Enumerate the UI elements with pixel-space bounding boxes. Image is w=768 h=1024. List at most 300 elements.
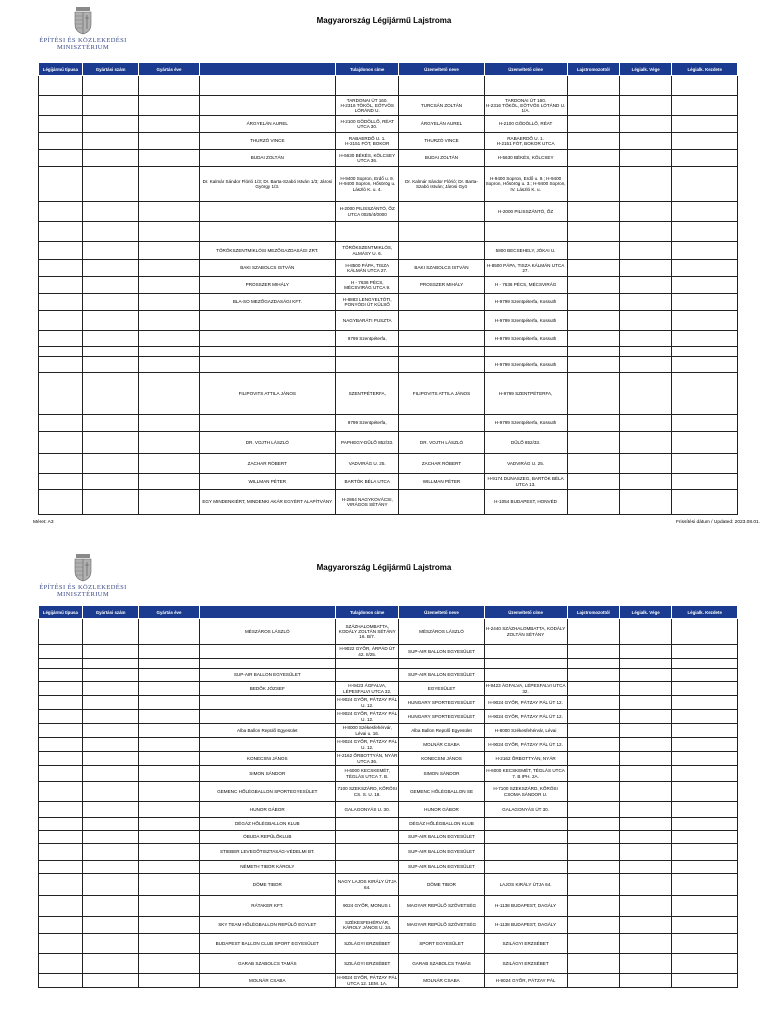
table-cell	[672, 752, 738, 766]
table-cell	[484, 76, 567, 96]
table-cell: DR. VOJTH LÁSZLÓ	[399, 432, 484, 454]
table-cell	[39, 474, 83, 490]
column-header: Gyártási szám	[82, 606, 139, 619]
table-cell	[672, 167, 738, 202]
table-cell	[139, 490, 199, 515]
table-cell	[399, 202, 484, 222]
table-cell: EGY MINDENKIÉRT, MINDENKI AKÁR EGYÉRT ALAPÍTVÁNY	[199, 490, 336, 515]
ministry-logo-line2: MINISZTÉRIUM	[56, 44, 110, 51]
table-cell: H-2162 ŐRBOTTYÁN, NYÁR	[484, 752, 567, 766]
table-row	[39, 710, 738, 724]
table-cell	[139, 766, 199, 782]
table-cell: STIEBER LEVEGŐTISZTASÁG-VÉDELMI BT.	[199, 844, 336, 861]
table-cell: PROSSZER MIHÁLY	[399, 277, 484, 294]
table-cell	[672, 645, 738, 659]
table-cell	[82, 802, 139, 818]
column-header: Tulajdonos címe	[336, 606, 399, 619]
table-cell	[39, 242, 83, 260]
table-cell	[567, 844, 619, 861]
table-cell	[567, 861, 619, 874]
table-cell	[82, 669, 139, 682]
table-cell	[567, 818, 619, 831]
table-cell: GALAGONYÁS U. 30.	[336, 802, 399, 818]
table-cell	[336, 357, 399, 373]
table-cell	[139, 752, 199, 766]
table-cell	[139, 294, 199, 311]
table-row	[39, 782, 738, 802]
table-cell: ZACHAR RÓBERT	[199, 454, 336, 474]
table-row	[39, 659, 738, 669]
table-row	[39, 874, 738, 896]
table-cell	[199, 311, 336, 331]
table-cell	[139, 818, 199, 831]
table-cell	[82, 645, 139, 659]
table-cell	[620, 934, 672, 954]
table-cell	[672, 659, 738, 669]
table-cell	[399, 311, 484, 331]
table-cell: BUDAPEST BALLON CLUB SPORT EGYESÜLET	[199, 934, 336, 954]
table-cell	[39, 294, 83, 311]
table-cell	[82, 150, 139, 167]
table-cell	[620, 116, 672, 133]
table-cell	[672, 696, 738, 710]
table-cell: MOLNÁR CSABA	[399, 738, 484, 752]
column-header: Üzemeltető címe	[484, 606, 567, 619]
column-header: Légialk. Vége	[620, 606, 672, 619]
table-cell	[484, 844, 567, 861]
table-cell	[139, 861, 199, 874]
table-cell	[82, 752, 139, 766]
table-cell	[672, 432, 738, 454]
table-cell	[484, 831, 567, 844]
table-cell	[39, 766, 83, 782]
table-cell	[620, 331, 672, 347]
table-cell	[139, 150, 199, 167]
table-cell: 9799 Szentpéterfa,	[336, 415, 399, 432]
table-cell: H-9024 GYŐR, PÁTZAY PÁL UTCA 12. 1EM. 1A.	[337, 975, 398, 986]
column-header: Gyártási szám	[82, 63, 139, 76]
table-cell: H-9799 Szentpéterfa, Kossuth	[484, 415, 567, 432]
table-cell	[39, 844, 83, 861]
table-cell: H-8500 PÁPA, TISZA KÁLMÁN UTCA 27.	[336, 260, 399, 277]
table-cell	[672, 222, 738, 242]
table-cell: FILIPOVITS ATTILA JÁNOS	[399, 373, 484, 415]
table-row	[39, 347, 738, 357]
table-cell	[139, 831, 199, 844]
table-cell: SZILÁGYI ERZSÉBET	[336, 934, 399, 954]
table-cell	[199, 347, 336, 357]
table-cell	[567, 474, 619, 490]
table-row	[39, 844, 738, 861]
table-cell	[336, 669, 399, 682]
table-cell: H-9400 Sopron, Erdő u. 9.; H-9400 Sopron, Hősörög u. 3.; H-9400 Sopron, IV. László K. u.	[484, 167, 567, 202]
table-cell	[199, 415, 336, 432]
table-row	[39, 682, 738, 696]
table-cell	[39, 150, 83, 167]
table-body-1	[39, 76, 738, 515]
table-cell: LAJOS KIRÁLY ÚTJA 64.	[484, 874, 567, 896]
table-cell	[567, 696, 619, 710]
table-cell	[139, 619, 199, 645]
table-row	[39, 861, 738, 874]
column-header: Légijármű típusa	[39, 606, 83, 619]
table-cell	[82, 861, 139, 874]
table-cell	[39, 619, 83, 645]
table-cell: H-9024 GYŐR, PÁTZAY PÁL ÚT 12.	[484, 738, 567, 752]
table-cell: H-2100 GÖDÖLLŐ, RÉAT	[484, 116, 567, 133]
table-cell: FILIPOVITS ATTILA JÁNOS	[199, 373, 336, 415]
column-header: Légialk. Kezdete	[672, 63, 738, 76]
table-cell: BAKI SZABOLCS ISTVÁN	[399, 260, 484, 277]
table-cell	[82, 96, 139, 116]
table-cell: DÖME TIBOR	[199, 874, 336, 896]
table-cell: SZILÁGYI ERZSÉBET	[484, 954, 567, 974]
table-cell	[139, 724, 199, 738]
table-cell	[672, 896, 738, 917]
table-cell: H-2162 ŐRBOTTYÁN, NYÁR UTCA 36.	[337, 753, 398, 764]
table-cell	[82, 844, 139, 861]
table-cell	[620, 76, 672, 96]
ministry-logo-line1: ÉPÍTÉSI ÉS KÖZLEKEDÉSI	[39, 584, 127, 591]
table-row	[39, 311, 738, 331]
table-cell	[620, 357, 672, 373]
table-cell	[620, 861, 672, 874]
table-cell	[139, 782, 199, 802]
table-cell	[672, 710, 738, 724]
table-cell	[82, 917, 139, 934]
table-row	[39, 260, 738, 277]
table-cell	[620, 454, 672, 474]
table-cell	[620, 896, 672, 917]
table-cell	[672, 150, 738, 167]
table-row	[39, 96, 738, 116]
table-cell	[82, 954, 139, 974]
table-cell: VADVIRÁG U. 25.	[484, 454, 567, 474]
table-cell: RABAERDŐ U. 1. H-2151 FÓT, BOKOR UTCA	[484, 133, 567, 150]
table-cell	[620, 766, 672, 782]
table-cell	[620, 311, 672, 331]
table-cell: GARAB SZABOLCS TAMÁS	[199, 954, 336, 974]
table-cell: SZÁZHALOMBATTA, KODÁLY ZOLTÁN SÉTÁNY 16. B/7.	[336, 619, 399, 645]
table-cell	[139, 954, 199, 974]
table-cell	[567, 659, 619, 669]
table-cell	[672, 831, 738, 844]
table-cell: 9799 Szentpéterfa,	[336, 331, 399, 347]
table-cell	[39, 76, 83, 96]
table-row	[39, 454, 738, 474]
table-cell	[672, 766, 738, 782]
table-cell: BAKI SZABOLCS ISTVÁN	[199, 260, 336, 277]
table-cell: DÖME TIBOR	[399, 874, 484, 896]
table-row	[39, 619, 738, 645]
table-cell	[199, 331, 336, 347]
table-cell	[139, 96, 199, 116]
table-cell	[336, 659, 399, 669]
table-cell	[139, 659, 199, 669]
table-cell: ÓBUDA REPÜLŐKLUB	[199, 831, 336, 844]
ministry-logo	[38, 551, 128, 598]
table-cell	[399, 222, 484, 242]
table-cell	[399, 294, 484, 311]
table-cell: EGYESÜLET	[399, 682, 484, 696]
table-cell: HUNOR GÁBOR	[199, 802, 336, 818]
table-cell	[139, 347, 199, 357]
table-cell: PAPHEGY-DŰLŐ 852/33.	[336, 432, 399, 454]
table-cell	[82, 738, 139, 752]
table-cell	[82, 357, 139, 373]
table-cell	[139, 133, 199, 150]
table-cell: H-5630 BÉKÉS, KÖLCSEY UTCA 36.	[336, 150, 399, 167]
table-cell	[620, 802, 672, 818]
table-cell	[139, 896, 199, 917]
table-row	[39, 738, 738, 752]
table-cell	[567, 934, 619, 954]
table-cell	[567, 738, 619, 752]
table-cell	[39, 347, 83, 357]
table-cell	[39, 831, 83, 844]
table-cell	[39, 96, 83, 116]
table-cell: BUDAI ZOLTÁN	[399, 150, 484, 167]
table-cell: SUP-AIR BALLON EGYESÜLET	[399, 831, 484, 844]
table-cell: H-9799 Szentpéterfa, Kossuth	[484, 294, 567, 311]
table-cell	[620, 659, 672, 669]
table-cell: TURCSÁN ZOLTÁN	[399, 96, 484, 116]
table-cell	[139, 432, 199, 454]
table-cell	[82, 260, 139, 277]
table-cell	[82, 331, 139, 347]
table-cell	[199, 738, 336, 752]
table-cell	[620, 150, 672, 167]
table-cell: MOLNÁR CSABA	[199, 974, 336, 988]
table-cell: Alba Ballon Repülő Egyesület	[399, 724, 484, 738]
table-cell	[620, 738, 672, 752]
table-cell: H-1138 BUDAPEST, DAGÁLY	[484, 917, 567, 934]
table-cell	[39, 802, 83, 818]
table-cell	[567, 331, 619, 347]
table-row	[39, 934, 738, 954]
table-cell: ÁRGYELÁN AUREL	[399, 116, 484, 133]
table-row	[39, 645, 738, 659]
table-cell: H-9022 GYŐR, ÁRPÁD ÚT 42. II/25.	[336, 645, 399, 659]
table-cell	[567, 76, 619, 96]
column-header: Gyártás éve	[139, 63, 199, 76]
ministry-logo-line1: ÉPÍTÉSI ÉS KÖZLEKEDÉSI	[39, 37, 127, 44]
table-row	[39, 331, 738, 347]
table-cell	[139, 934, 199, 954]
table-cell	[139, 738, 199, 752]
column-header: Légialk. Vége	[620, 63, 672, 76]
table-cell	[672, 116, 738, 133]
table-cell	[567, 242, 619, 260]
table-cell	[39, 782, 83, 802]
table-cell	[82, 934, 139, 954]
table-cell: H-2864 NAGYKOVÁCSI, VIRÁGOS SÉTÁNY	[336, 490, 399, 515]
table-cell	[620, 954, 672, 974]
table-cell	[39, 724, 83, 738]
table-cell	[82, 818, 139, 831]
table-cell	[672, 844, 738, 861]
column-header: Üzemeltető címe	[484, 63, 567, 76]
table-cell	[567, 415, 619, 432]
table-row	[39, 415, 738, 432]
table-cell	[672, 260, 738, 277]
table-cell: DÉGÁZ HŐLÉGBALLON KLUB	[199, 818, 336, 831]
table-row	[39, 116, 738, 133]
table-cell	[82, 347, 139, 357]
table-cell	[672, 818, 738, 831]
table-cell: H-9799 Szentpéterfa, Kossuth	[484, 357, 567, 373]
table-cell	[199, 710, 336, 724]
table-cell	[139, 917, 199, 934]
table-cell	[567, 710, 619, 724]
table-cell	[82, 974, 139, 988]
table-cell	[139, 454, 199, 474]
table-cell: SZÉKESFEHÉRVÁR, KÁROLY JÁNOS U. 34.	[336, 917, 399, 934]
table-cell: NAGYBARÁTI PUSZTA	[336, 311, 399, 331]
column-header: Lajstromozottól	[567, 63, 619, 76]
table-cell	[672, 669, 738, 682]
table-cell	[567, 277, 619, 294]
table-cell: VADVIRÁG U. 25.	[336, 454, 399, 474]
table-cell	[39, 645, 83, 659]
table-cell	[567, 133, 619, 150]
table-cell: SIMON SÁNDOR	[199, 766, 336, 782]
table-cell	[139, 242, 199, 260]
table-cell	[82, 831, 139, 844]
table-cell: H-9799 Szentpéterfa, Kossuth	[484, 311, 567, 331]
page-size-note: Méret: A3	[33, 520, 54, 525]
table-cell	[82, 474, 139, 490]
table-cell: TÖRÖKSZENTMIKLÓSI MEZŐGAZDASÁGI ZRT.	[199, 242, 336, 260]
table-row	[39, 222, 738, 242]
table-cell: MAGYAR REPÜLŐ SZÖVETSÉG	[399, 917, 484, 934]
table-cell	[620, 202, 672, 222]
table-cell	[39, 696, 83, 710]
table-cell: H-9423 ÁGFALVA, LÉPESFALVI UTCA 32.	[485, 683, 566, 694]
table-cell: H-9024 GYŐR, PÁTZAY PÁL U. 12.	[337, 711, 398, 722]
table-cell: THURZÓ VINCE	[199, 133, 336, 150]
table-cell: ÁRGYELÁN AUREL	[199, 116, 336, 133]
table-cell	[139, 331, 199, 347]
table-cell	[620, 682, 672, 696]
column-header: Légijármű típusa	[39, 63, 83, 76]
table-cell	[82, 133, 139, 150]
table-cell: SUP-AIR BALLON EGYESÜLET	[399, 861, 484, 874]
table-cell	[82, 874, 139, 896]
table-cell	[82, 782, 139, 802]
table-cell	[39, 974, 83, 988]
table-cell	[39, 934, 83, 954]
table-cell	[139, 844, 199, 861]
table-cell: H-6000 KECSKEMÉT, TÉGLÁS UTCA 7. B.	[336, 766, 399, 782]
table-cell	[39, 167, 83, 202]
table-cell	[39, 311, 83, 331]
table-cell: NAGY LAJOS KIRÁLY ÚTJA 64.	[336, 874, 399, 896]
table-cell	[567, 357, 619, 373]
table-cell	[82, 710, 139, 724]
table-cell	[567, 311, 619, 331]
table-cell	[620, 96, 672, 116]
page-title: Magyarország Légijármű Lajstroma	[316, 563, 452, 572]
table-cell: MÉSZÁROS LÁSZLÓ	[199, 619, 336, 645]
table-row	[39, 373, 738, 415]
table-cell: 7100 SZEKSZÁRD, KŐRÖSI CS. S. U. 18.	[336, 782, 399, 802]
register-page-2	[0, 547, 768, 1024]
table-cell	[82, 432, 139, 454]
table-row	[39, 76, 738, 96]
table-cell	[620, 373, 672, 415]
table-row	[39, 752, 738, 766]
column-header: Gyártás éve	[139, 606, 199, 619]
register-table	[38, 605, 738, 988]
table-cell	[620, 645, 672, 659]
table-cell	[139, 696, 199, 710]
table-cell	[567, 347, 619, 357]
table-cell	[484, 645, 567, 659]
table-cell	[82, 294, 139, 311]
table-cell: H-6000 KECSKEMÉT, TÉGLÁS UTCA 7. B IPH. 2A.	[484, 766, 567, 782]
table-cell	[336, 347, 399, 357]
table-cell: H-8883 LENGYELTÓTI, PONYÓDI ÚT KÜLSŐ	[336, 294, 399, 311]
table-cell: SUP-AIR BALLON EGYESÜLET	[399, 669, 484, 682]
table-cell: H-9400 Sopron, Erdő u. 9. H-9400 Sopron, Hősörög u. László K. u. 4.	[336, 167, 399, 202]
table-cell	[39, 738, 83, 752]
table-cell	[672, 490, 738, 515]
table-cell	[672, 331, 738, 347]
table-cell	[620, 974, 672, 988]
table-cell	[620, 818, 672, 831]
table-cell	[567, 831, 619, 844]
table-cell	[672, 454, 738, 474]
table-cell	[567, 896, 619, 917]
table-cell	[199, 645, 336, 659]
table-cell: H-2100 GÖDÖLLŐ, RÉAT UTCA 30.	[336, 116, 399, 133]
table-cell	[39, 669, 83, 682]
table-cell	[567, 294, 619, 311]
table-cell	[336, 861, 399, 874]
table-cell: H-9174 DUNASZEG, BARTÓK BÉLA UTCA 13.	[484, 474, 567, 490]
table-row	[39, 432, 738, 454]
column-header	[199, 63, 336, 76]
table-cell: Dr. Kalmár Sándor Flórió; Dr. Barta-Szabó István; Járosi Gyö	[399, 167, 484, 202]
table-cell	[399, 331, 484, 347]
table-cell	[39, 454, 83, 474]
table-cell: BARTÓK BÉLA UTCA	[336, 474, 399, 490]
table-cell	[567, 373, 619, 415]
table-cell	[139, 874, 199, 896]
table-cell	[567, 167, 619, 202]
table-cell	[567, 222, 619, 242]
table-cell	[139, 76, 199, 96]
table-cell	[82, 311, 139, 331]
table-cell: H-9024 GYŐR, PÁTZAY PÁL U. 12.	[337, 739, 398, 750]
table-cell: H-8000 Székesfehérvár, Lévai u. 16.	[336, 724, 399, 738]
table-header-2	[39, 606, 738, 619]
table-cell: GALAGONYÁS ÚT 30.	[484, 802, 567, 818]
table-cell: 9024 GYŐR, MONUS I.	[336, 896, 399, 917]
table-cell: H-7100 SZEKSZÁRD, KŐRÖSI CSOMA SÁNDOR U.	[484, 782, 567, 802]
table-cell	[672, 861, 738, 874]
table-cell	[139, 682, 199, 696]
table-cell	[672, 802, 738, 818]
table-row	[39, 724, 738, 738]
column-header: Üzemeltető neve	[399, 606, 484, 619]
table-cell	[620, 831, 672, 844]
table-cell	[139, 974, 199, 988]
table-cell: ZACHAR RÓBERT	[399, 454, 484, 474]
register-table	[38, 62, 738, 515]
table-cell	[672, 738, 738, 752]
